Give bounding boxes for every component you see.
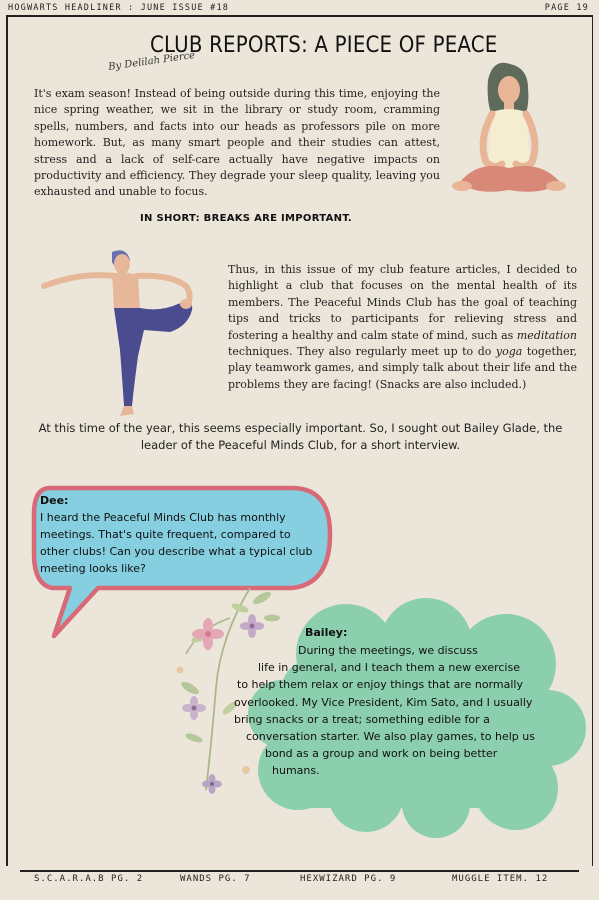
- dee-question-text: I heard the Peaceful Minds Club has monthly meetings. That's quite frequent, compared to other clubs! Can you describe what a typical club meeting looks like?: [40, 511, 313, 575]
- footer-rule: [20, 870, 579, 872]
- right-border: [592, 16, 594, 866]
- bailey-line: conversation starter. We also play games, to help us: [246, 730, 535, 744]
- bailey-line: to help them relax or enjoy things that are normally: [237, 678, 523, 692]
- bailey-line: life in general, and I teach them a new exercise: [258, 661, 520, 675]
- meditation-word: meditation: [516, 328, 577, 342]
- bailey-line: overlooked. My Vice President, Kim Sato, and I usually: [234, 695, 533, 709]
- yoga-woman-illustration: [40, 246, 200, 418]
- dee-question: [40, 492, 315, 577]
- footer-link-muggle-item[interactable]: MUGGLE ITEM. 12: [452, 874, 549, 884]
- in-short-callout: IN SHORT: BREAKS ARE IMPORTANT.: [140, 213, 353, 224]
- footer-link-hexwizard[interactable]: HEXWIZARD PG. 9: [300, 874, 397, 884]
- club-paragraph-part-2: techniques. They also regularly meet up to do: [228, 345, 496, 359]
- bailey-answer: [226, 642, 582, 780]
- issue-label: HOGWARTS HEADLINER : JUNE ISSUE #18: [8, 3, 230, 13]
- header-rule: [6, 15, 593, 17]
- author-signature: By Delilah Pierce: [107, 49, 196, 74]
- bailey-line: bond as a group and work on being better: [265, 747, 498, 761]
- left-border: [6, 16, 8, 866]
- bailey-name: Bailey:: [305, 626, 348, 639]
- page-number: PAGE 19: [544, 3, 589, 13]
- bailey-line: During the meetings, we discuss: [298, 644, 478, 657]
- page-header: [0, 0, 599, 14]
- meditating-woman-illustration: [448, 60, 570, 200]
- dee-name: Dee:: [40, 494, 69, 507]
- footer-link-wands[interactable]: WANDS PG. 7: [180, 874, 251, 884]
- intro-paragraph: It's exam season! Instead of being outside during this time, enjoying the nice spring weather, we sit in the library or study room, cramming spells, numbers, and facts into our heads as professors pile on more homework. But, as many smart people and their studies can attest, stress and a lack of self-care actually have negative impacts on productivity and efficiency. They degrade your sleep quality, leaving you exhausted and unable to focus.: [34, 87, 440, 199]
- bailey-line: humans.: [272, 764, 320, 778]
- club-paragraph-part-1: Thus, in this issue of my club feature articles, I decided to highlight a club that focuses on the mental health of its members. The Peaceful Minds Club has the goal of teaching tips and tricks to participants for relieving stress and fostering a healthy and calm state of mind, such as: [228, 263, 577, 342]
- article-title: CLUB REPORTS: A PIECE OF PEACE: [150, 33, 498, 58]
- yoga-word: yoga: [495, 345, 523, 359]
- bailey-line: bring snacks or a treat; something edible for a: [234, 712, 490, 726]
- page-footer: [0, 874, 599, 888]
- interview-intro: At this time of the year, this seems especially important. So, I sought out Bailey Glade, the leader of the Peaceful Minds Club, for a short interview.: [38, 421, 563, 452]
- footer-link-scarab[interactable]: S.C.A.R.A.B PG. 2: [34, 874, 144, 884]
- club-paragraph-part-3: together, play teamwork games, and simply talk about their life and the problems they are facing! (Snacks are also included.): [228, 345, 578, 391]
- club-paragraph: [228, 262, 577, 393]
